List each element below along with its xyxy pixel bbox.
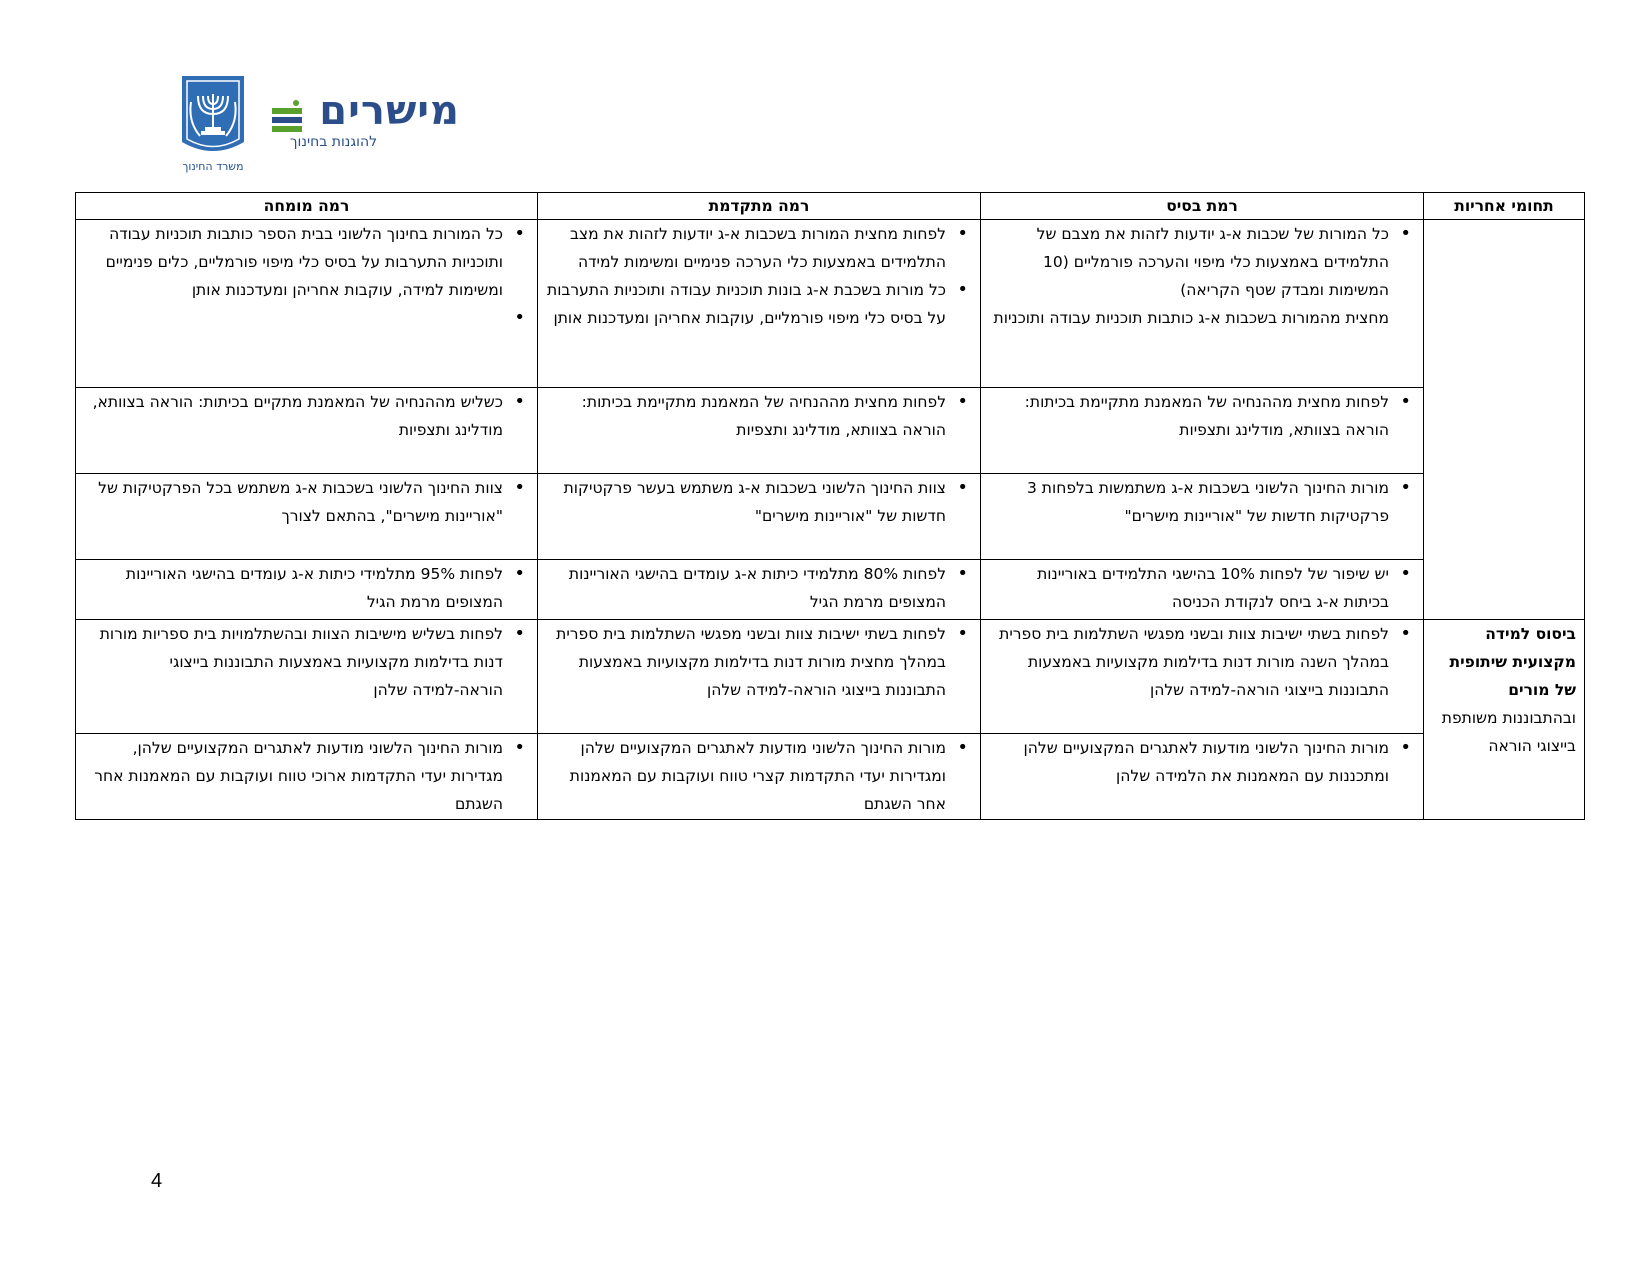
area-title: ביסוס למידה מקצועית שיתופית של מורים xyxy=(1449,625,1576,699)
list-item: • לפחות מחצית מההנחיה של המאמנת מתקיימת בכיתות: הוראה בצוותא, מודלינג ותצפיות xyxy=(546,388,946,444)
cell-basic xyxy=(981,734,1424,820)
table-row xyxy=(76,388,1585,474)
cell-advanced xyxy=(538,734,981,820)
header-areas: תחומי אחריות xyxy=(1424,193,1585,220)
table-row xyxy=(76,474,1585,560)
cell-expert xyxy=(76,734,538,820)
table-row xyxy=(76,220,1585,388)
list-item: • לפחות 95% מתלמידי כיתות א-ג עומדים בהישגי האוריינות המצופים מרמת הגיל xyxy=(84,560,503,616)
list-item: • צוות החינוך הלשוני בשכבות א-ג משתמש בכל הפרקטיקות של "אוריינות מישרים", בהתאם לצורך xyxy=(84,474,503,530)
list-item: • לפחות בשתי ישיבות צוות ובשני מפגשי השתלמות בית ספרית במהלך השנה מורות דנות בדילמות מקצועיות באמצעות התבוננות בייצוגי הוראה-למידה שלהן xyxy=(989,620,1389,704)
responsibility-table xyxy=(75,192,1585,820)
cell-expert xyxy=(76,474,538,560)
mishrim-logo xyxy=(270,90,460,160)
cell-advanced xyxy=(538,220,981,388)
cell-basic xyxy=(981,220,1424,388)
cell-advanced xyxy=(538,620,981,734)
list-item: • לפחות בשליש מישיבות הצוות ובהשתלמויות בית ספריות מורות דנות בדילמות מקצועיות באמצעות התבוננות בייצוגי הוראה-למידה שלהן xyxy=(84,620,503,704)
list-item: • לפחות מחצית המורות בשכבות א-ג יודעות לזהות את מצב התלמידים באמצעות כלי הערכה פנימיים ומשימות למידה xyxy=(546,220,946,276)
state-emblem-icon xyxy=(178,72,248,162)
list-item: • לפחות מחצית מההנחיה של המאמנת מתקיימת בכיתות: הוראה בצוותא, מודלינג ותצפיות xyxy=(989,388,1389,444)
list-item: • כל מורות בשכבת א-ג בונות תוכניות עבודה ותוכניות התערבות על בסיס כלי מיפוי פורמליים, עוקבות אחריהן ומעדכנות אותן xyxy=(546,276,946,332)
header-basic: רמת בסיס xyxy=(981,193,1424,220)
cell-advanced xyxy=(538,474,981,560)
area-cell-empty xyxy=(1424,220,1585,620)
cell-basic xyxy=(981,388,1424,474)
list-item: • לפחות 80% מתלמידי כיתות א-ג עומדים בהישגי האוריינות המצופים מרמת הגיל xyxy=(546,560,946,616)
cell-advanced xyxy=(538,560,981,620)
list-item: • כל המורות בחינוך הלשוני בבית הספר כותבות תוכניות עבודה ותוכניות התערבות על בסיס כלי מיפוי פורמליים, כלים פנימיים ומשימות למידה, עוקבות אחריהן ומעדכנות אותן xyxy=(84,220,503,304)
header-advanced: רמה מתקדמת xyxy=(538,193,981,220)
list-item: • צוות החינוך הלשוני בשכבות א-ג משתמש בעשר פרקטיקות חדשות של "אוריינות מישרים" xyxy=(546,474,946,530)
table-row xyxy=(76,734,1585,820)
cell-expert xyxy=(76,560,538,620)
list-item: • מורות החינוך הלשוני מודעות לאתגרים המקצועיים שלהן ומגדירות יעדי התקדמות קצרי טווח ועוקבות עם המאמנות אחר השגתם xyxy=(546,734,946,818)
cell-expert xyxy=(76,220,538,388)
list-item-empty xyxy=(84,304,503,332)
cell-basic xyxy=(981,474,1424,560)
cell-basic xyxy=(981,620,1424,734)
brand-bars-icon xyxy=(270,100,306,134)
table-row xyxy=(76,560,1585,620)
brand-subtitle: להוגנות בחינוך xyxy=(290,134,378,150)
list-item: • כל המורות של שכבות א-ג יודעות לזהות את מצבם של התלמידים באמצעות כלי מיפוי והערכה פורמליים (10 המשימות ומבדק שטף הקריאה) xyxy=(989,220,1389,304)
ministry-caption: משרד החינוך xyxy=(182,160,244,173)
list-item: • יש שיפור של לפחות 10% בהישגי התלמידים באוריינות בכיתות א-ג ביחס לנקודת הכניסה xyxy=(989,560,1389,616)
cell-advanced xyxy=(538,388,981,474)
header-expert: רמה מומחה xyxy=(76,193,538,220)
cell-expert xyxy=(76,620,538,734)
table-header-row xyxy=(76,193,1585,220)
page-number: 4 xyxy=(151,1170,163,1192)
cell-basic xyxy=(981,560,1424,620)
area-cell-learning xyxy=(1424,620,1585,820)
cell-text: מחצית מהמורות בשכבות א-ג כותבות תוכניות עבודה ותוכניות xyxy=(993,309,1389,327)
area-subtitle: ובהתבוננות משותפת בייצוגי הוראה xyxy=(1441,709,1576,755)
list-item: • מורות החינוך הלשוני בשכבות א-ג משתמשות בלפחות 3 פרקטיקות חדשות של "אוריינות מישרים" xyxy=(989,474,1389,530)
brand-name: מישרים xyxy=(319,88,460,134)
cell-expert xyxy=(76,388,538,474)
header-logos xyxy=(170,72,470,182)
list-item: • מורות החינוך הלשוני מודעות לאתגרים המקצועיים שלהן, מגדירות יעדי התקדמות ארוכי טווח ועוקבות עם המאמנות אחר השגתם xyxy=(84,734,503,818)
table-row xyxy=(76,620,1585,734)
list-item: • כשליש מההנחיה של המאמנת מתקיים בכיתות: הוראה בצוותא, מודלינג ותצפיות xyxy=(84,388,503,444)
list-item: • מורות החינוך הלשוני מודעות לאתגרים המקצועיים שלהן ומתכננות עם המאמנות את הלמידה שלהן xyxy=(989,734,1389,790)
list-item: • לפחות בשתי ישיבות צוות ובשני מפגשי השתלמות בית ספרית במהלך מחצית מורות דנות בדילמות מקצועיות באמצעות התבוננות בייצוגי הוראה-למידה שלהן xyxy=(546,620,946,704)
